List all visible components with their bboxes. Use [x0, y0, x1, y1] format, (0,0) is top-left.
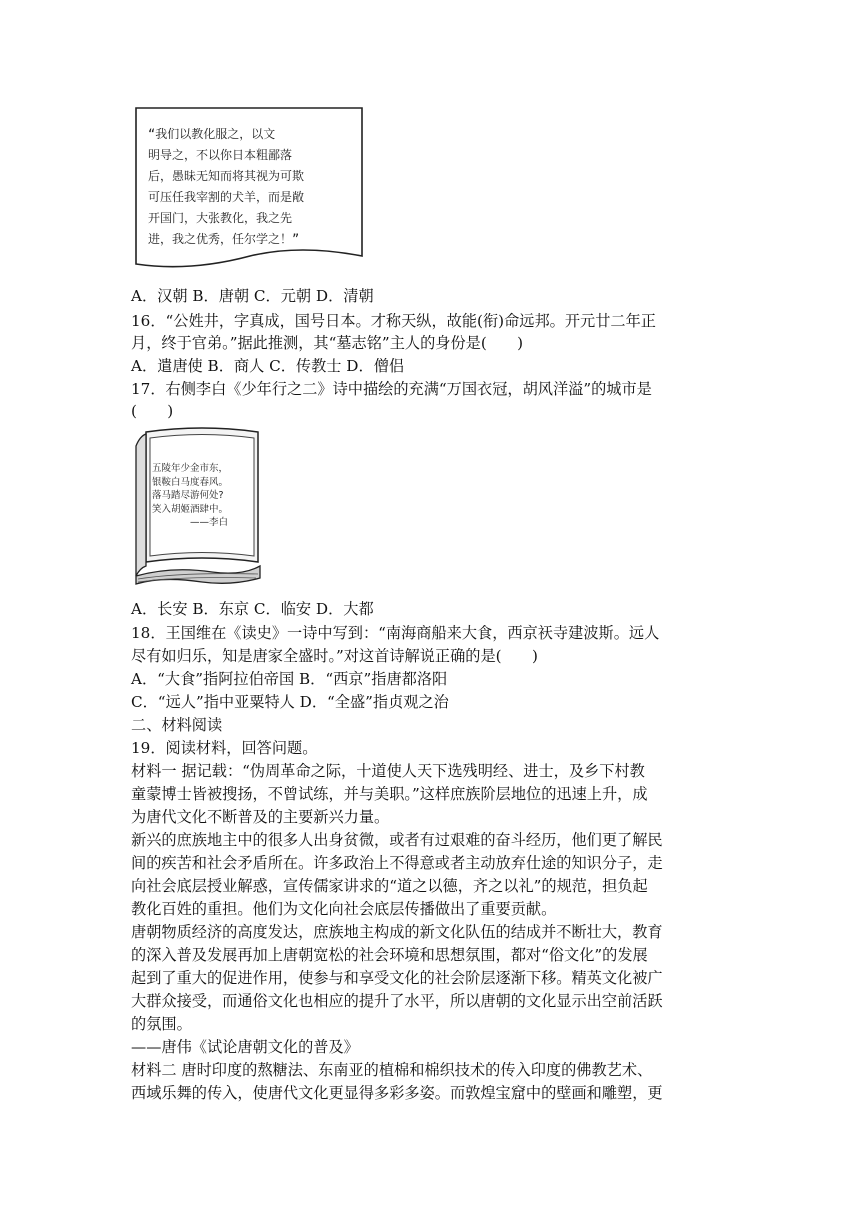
material-line: 的深入普及发展再加上唐朝宽松的社会环境和思想氛围，都对“俗文化”的发展 — [131, 946, 648, 964]
material-line: 教化百姓的重担。他们为文化向社会底层传播做出了重要贡献。 — [131, 900, 557, 918]
quote-line: 后，愚昧无知而将其视为可欺 — [148, 169, 305, 183]
q17-stem-line1: 17．右侧李白《少年行之二》诗中描绘的充满“万国衣冠，胡风洋溢”的城市是 — [131, 380, 652, 398]
material-line: 的氛围。 — [131, 1015, 192, 1033]
q19-stem: 19．阅读材料，回答问题。 — [131, 739, 318, 757]
material-source: ——唐伟《试论唐朝文化的普及》 — [131, 1038, 359, 1056]
q17-stem-line2: ( ) — [131, 402, 174, 420]
q15-options: A．汉朝 B．唐朝 C．元朝 D．清朝 — [131, 287, 374, 305]
quote-scroll-figure — [130, 106, 368, 282]
material-line: 材料一 据记载：“伪周革命之际，十道使人天下选残明经、进士，及乡下村教 — [131, 762, 645, 780]
poem-line: 笑入胡姬酒肆中。 — [152, 503, 229, 515]
material-line: 新兴的庶族地主中的很多人出身贫微，或者有过艰难的奋斗经历，他们更了解民 — [131, 831, 663, 849]
section-title: 二、材料阅读 — [131, 716, 223, 734]
q16-options: A．遣唐使 B．商人 C．传教士 D．僧侣 — [131, 357, 405, 375]
poem-book-figure — [132, 426, 268, 588]
poem-line: 落马踏尽游何处? — [152, 490, 224, 501]
material-line: 童蒙博士皆被搜扬，不曾试练，并与美职。”这样庶族阶层地位的迅速上升，成 — [131, 785, 648, 803]
q16-stem-line2: 月，终于官弟。”据此推测，其“墓志铭”主人的身份是( ) — [131, 334, 524, 352]
material-line: 为唐代文化不断普及的主要新兴力量。 — [131, 808, 390, 826]
quote-line: 开国门，大张教化，我之先 — [148, 211, 293, 225]
material-line: 向社会底层授业解惑，宣传儒家讲求的“道之以德，齐之以礼”的规范，担负起 — [131, 877, 648, 895]
material-line: 起到了重大的促进作用，使参与和享受文化的社会阶层逐渐下移。精英文化被广 — [131, 969, 663, 987]
material-line: 西域乐舞的传入，使唐代文化更显得多彩多姿。而敦煌宝窟中的壁画和雕塑，更 — [131, 1084, 663, 1102]
q18-stem-line1: 18．王国维在《读史》一诗中写到：“南海商船来大食，西京祆寺建波斯。远人 — [131, 624, 660, 642]
q18-options-cd: C．“远人”指中亚粟特人 D．“全盛”指贞观之治 — [131, 693, 449, 711]
poem-author: ——李白 — [190, 517, 229, 528]
material-line: 间的疾苦和社会矛盾所在。许多政治上不得意或者主动放弃仕途的知识分子，走 — [131, 854, 663, 872]
quote-line: 可压任我宰割的犬羊，而是敞 — [148, 190, 305, 204]
quote-line: 进，我之优秀，任尔学之！” — [148, 232, 300, 246]
poem-line: 银鞍白马度春风。 — [152, 476, 229, 488]
q16-stem-line1: 16．“公姓井，字真成，国号日本。才称天纵，故能(衔)命远邦。开元廿二年正 — [131, 312, 656, 330]
q17-options: A．长安 B．东京 C．临安 D．大都 — [131, 600, 374, 618]
material-line: 大群众接受，而通俗文化也相应的提升了水平，所以唐朝的文化显示出空前活跃 — [131, 992, 663, 1010]
material-line: 唐朝物质经济的高度发达，庶族地主构成的新文化队伍的结成并不断壮大，教育 — [131, 923, 663, 941]
quote-line: 明导之，不以你日本粗鄙落 — [148, 148, 293, 162]
quote-line: “我们以教化服之，以文 — [148, 127, 276, 141]
material-line: 材料二 唐时印度的熬糖法、东南亚的植棉和棉织技术的传入印度的佛教艺术、 — [131, 1061, 653, 1079]
poem-line: 五陵年少金市东， — [152, 463, 229, 474]
q18-options-ab: A．“大食”指阿拉伯帝国 B．“西京”指唐都洛阳 — [131, 670, 448, 688]
q18-stem-line2: 尽有如归乐，知是唐家全盛时。”对这首诗解说正确的是( ) — [131, 647, 538, 665]
